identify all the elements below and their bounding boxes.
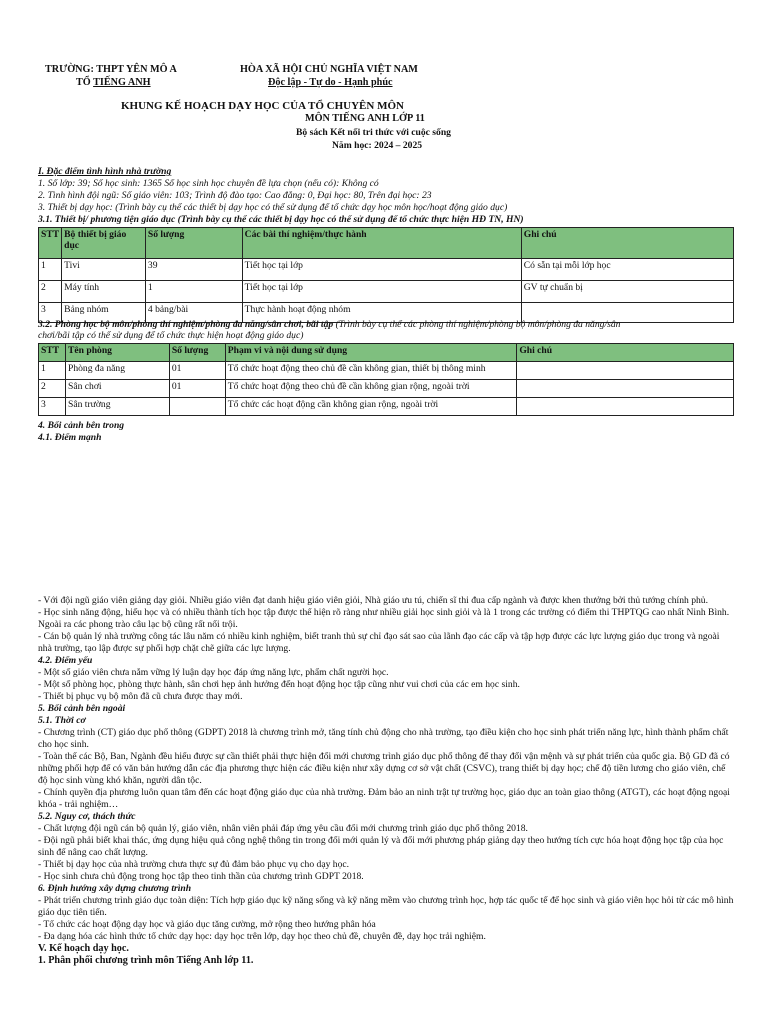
table-cell: [169, 398, 225, 416]
doc-title: KHUNG KẾ HOẠCH DẠY HỌC CỦA TỔ CHUYÊN MÔN: [121, 100, 404, 112]
body-text: [38, 595, 734, 967]
class-count-line: 1. Số lớp: 39; Số học sinh: 1365 Số học sinh học chuyên đề lựa chọn (nếu có): Không có: [38, 178, 379, 189]
group-name-text: TIẾNG ANH: [93, 77, 151, 88]
opportunity-item: - Chương trình (CT) giáo dục phổ thông (GDPT) 2018 là chương trình mở, tăng tính chủ động cho nhà trường, tạo điều kiện cho học sinh phát triển năng lực, hình thành phẩm chất cho học sinh.: [38, 727, 729, 750]
table-cell: Tổ chức hoạt động theo chủ đề cần không gian, thiết bị thông minh: [225, 362, 517, 380]
table-cell: Tivi: [62, 259, 146, 281]
table-cell: [517, 398, 734, 416]
table-row: [39, 380, 734, 398]
section-3-2-heading: [38, 319, 620, 330]
col-header: Tên phòng: [65, 344, 169, 362]
orientation-item: - Phát triển chương trình giáo dục toàn diện: Tích hợp giáo dục kỹ năng sống và kỹ năng mềm vào chương trình học, hợp tác quốc tế để học sinh và giáo viên học hỏi từ các mô hình giáo dục tiên tiến.: [38, 895, 734, 918]
col-header: Số lượng: [169, 344, 225, 362]
threat-item: - Thiết bị dạy học của nhà trường chưa thực sự đủ đảm bảo phục vụ cho dạy học.: [38, 859, 350, 870]
section-4-heading: 4. Bối cảnh bên trong: [38, 420, 125, 431]
orientation-item: - Đa dạng hóa các hình thức tổ chức dạy học: dạy học trên lớp, dạy học theo chủ đề, chuyên đề, dạy học trải nghiệm.: [38, 931, 486, 942]
col-header: Ghi chú: [517, 344, 734, 362]
equipment-line: 3. Thiết bị dạy học: (Trình bày cụ thể các thiết bị dạy học có thể sử dụng để tổ chức dạy học môn học/hoạt động giáo dục): [38, 202, 508, 213]
table-cell: 3: [39, 303, 62, 323]
group-name: [76, 77, 151, 88]
orientation-item: - Tổ chức các hoạt động dạy học và giáo dục tăng cường, mở rộng theo hướng phân hóa: [38, 919, 376, 930]
table-row: [39, 259, 734, 281]
section-6-heading: 6. Định hướng xây dựng chương trình: [38, 883, 192, 894]
col-header: Ghi chú: [521, 228, 733, 259]
table-cell: 1: [145, 281, 242, 303]
table-cell: Tiết học tại lớp: [242, 259, 521, 281]
threat-item: - Chất lượng đội ngũ cán bộ quản lý, giáo viên, nhân viên phải đáp ứng yêu cầu đổi mới chương trình giáo dục phổ thông 2018.: [38, 823, 528, 834]
motto: Độc lập - Tự do - Hạnh phúc: [268, 77, 393, 88]
group-prefix: TỔ: [76, 77, 94, 88]
table-cell: 39: [145, 259, 242, 281]
table-cell: 2: [39, 380, 66, 398]
col-header: Các bài thí nghiệm/thực hành: [242, 228, 521, 259]
section-5-heading: 5. Bối cảnh bên ngoài: [38, 703, 126, 714]
table-cell: [517, 380, 734, 398]
nation-title: HÒA XÃ HỘI CHỦ NGHĨA VIỆT NAM: [240, 64, 418, 75]
book-series: Bộ sách Kết nối tri thức với cuộc sống: [296, 127, 451, 138]
section-5-1-heading: 5.1. Thời cơ: [38, 715, 86, 726]
table-cell: Thực hành hoạt động nhóm: [242, 303, 521, 323]
section-v-heading: V. Kế hoạch dạy học.: [38, 943, 129, 954]
table-cell: 4 bảng/bài: [145, 303, 242, 323]
section-3-2-bold: 3.2. Phòng học bộ môn/phòng thí nghiệm/phòng đa năng/sân chơi, bãi tập: [38, 319, 334, 330]
table-cell: 1: [39, 259, 62, 281]
school-year: Năm học: 2024 – 2025: [332, 140, 423, 151]
doc-subtitle: MÔN TIẾNG ANH LỚP 11: [305, 113, 425, 124]
table-header-row: [39, 344, 734, 362]
section-4-2-heading: 4.2. Điểm yếu: [38, 655, 93, 666]
table-cell: Phòng đa năng: [65, 362, 169, 380]
section-3-1-heading: 3.1. Thiết bị/ phương tiện giáo dục (Trình bày cụ thể các thiết bị dạy học có thể sử dụng để tổ chức thực hiện HĐ TN, HN): [38, 214, 524, 225]
table-row: [39, 281, 734, 303]
rooms-table: [38, 343, 734, 416]
table-cell: Bảng nhóm: [62, 303, 146, 323]
weakness-item: - Một số phòng học, phòng thực hành, sân chơi hẹp ảnh hưởng đến hoạt động học tập cũng như vui chơi của các em học sinh.: [38, 679, 520, 690]
section-5-2-heading: 5.2. Nguy cơ, thách thức: [38, 811, 136, 822]
table-cell: 3: [39, 398, 66, 416]
threat-item: - Đội ngũ phải biết khai thác, ứng dụng hiệu quả công nghệ thông tin trong đổi mới quản lý và đổi mới phương pháp giảng dạy theo hướng tích cực hóa hoạt động học tập của học sinh để nâng cao chất lượng.: [38, 835, 724, 858]
weakness-item: - Một số giáo viên chưa nắm vững lý luận dạy học đáp ứng năng lực, phẩm chất người học.: [38, 667, 389, 678]
staff-line: 2. Tình hình đội ngũ: Số giáo viên: 103; Trình độ đào tạo: Cao đẳng: 0, Đại học: 80, Trên đại học: 23: [38, 190, 432, 201]
col-header: Bộ thiết bị giáo dục: [62, 228, 146, 259]
school-name: TRƯỜNG: THPT YÊN MÔ A: [45, 64, 177, 75]
threat-item: - Học sinh chưa chủ động trong học tập theo tinh thần của chương trình GDPT 2018.: [38, 871, 364, 882]
opportunity-item: - Chính quyền địa phương luôn quan tâm đến các hoạt động giáo dục của nhà trường. Đảm bảo an ninh trật tự trường học, giáo dục an toàn giao thông (ATGT), các hoạt động ngoại khóa - trải nghiệm…: [38, 787, 730, 810]
table-cell: 1: [39, 362, 66, 380]
table-row: [39, 398, 734, 416]
table-cell: Tiết học tại lớp: [242, 281, 521, 303]
section-v-1-heading: 1. Phân phối chương trình môn Tiếng Anh lớp 11.: [38, 955, 254, 966]
table-cell: [517, 362, 734, 380]
section-3-2-rest: (Trình bày cụ thể các phòng thí nghiệm/phòng bộ môn/phòng đa năng/sân: [333, 319, 621, 330]
col-header: Số lượng: [145, 228, 242, 259]
table-cell: Có sẵn tại mỗi lớp học: [521, 259, 733, 281]
table-cell: Tổ chức các hoạt động cần không gian rộng, ngoài trời: [225, 398, 517, 416]
table-cell: 2: [39, 281, 62, 303]
table-header-row: [39, 228, 734, 259]
equipment-table: [38, 227, 734, 323]
col-header: STT: [39, 228, 62, 259]
opportunity-item: - Toàn thể các Bộ, Ban, Ngành đều hiểu được sự cần thiết phải thực hiện đổi mới chương trình giáo dục phổ thông để thay đổi vận mệnh và sự phát triển của quốc gia. Bộ GD đã có những phối hợp để có văn bản hướng dẫn các địa phương thực hiện các điều kiện như xây dựng cơ sở vật chất (CSVC), trang thiết bị dạy học; chế độ tiền lương cho giáo viên, chế độ học sinh vùng khó khăn, người dân tộc.: [38, 751, 730, 786]
table-cell: GV tự chuẩn bị: [521, 281, 733, 303]
table-cell: Sân chơi: [65, 380, 169, 398]
col-header: STT: [39, 344, 66, 362]
weakness-item: - Thiết bị phục vụ bộ môn đã cũ chưa được thay mới.: [38, 691, 243, 702]
section-1-heading: I. Đặc điểm tình hình nhà trường: [38, 166, 172, 177]
col-header: Phạm vi và nội dung sử dụng: [225, 344, 517, 362]
table-cell: Sân trường: [65, 398, 169, 416]
section-3-2-line2: chơi/bãi tập có thể sử dụng để tổ chức thực hiện hoạt động giáo dục): [38, 330, 304, 341]
table-cell: 01: [169, 362, 225, 380]
strength-item: - Học sinh năng động, hiếu học và có nhiều thành tích học tập được thể hiện rõ ràng như nhiều giải học sinh giỏi và là 1 trong các trường có điểm thi THPTQG cao nhất Ninh Bình. Ngoài ra các phong trào câu lạc bộ cũng rất nổi trội.: [38, 607, 730, 630]
table-cell: Tổ chức hoạt động theo chủ đề cần không gian rộng, ngoài trời: [225, 380, 517, 398]
strength-item: - Với đội ngũ giáo viên giảng dạy giỏi. Nhiều giáo viên đạt danh hiệu giáo viên giỏi, Nhà giáo ưu tú, chiến sĩ thi đua cấp ngành và được khen thưởng bởi thủ tướng chính phủ.: [38, 595, 708, 606]
strength-item: - Cán bộ quản lý nhà trường công tác lâu năm có nhiều kinh nghiệm, biết tranh thủ sự chỉ đạo sát sao của lãnh đạo các cấp và tập hợp được các lực lượng giáo dục trong và ngoài nhà trường, tạo lập được sự phối hợp chặt chẽ giữa các lực lượng.: [38, 631, 720, 654]
table-row: [39, 362, 734, 380]
table-cell: 01: [169, 380, 225, 398]
section-4-1-heading: 4.1. Điểm mạnh: [38, 432, 102, 443]
table-cell: Máy tính: [62, 281, 146, 303]
